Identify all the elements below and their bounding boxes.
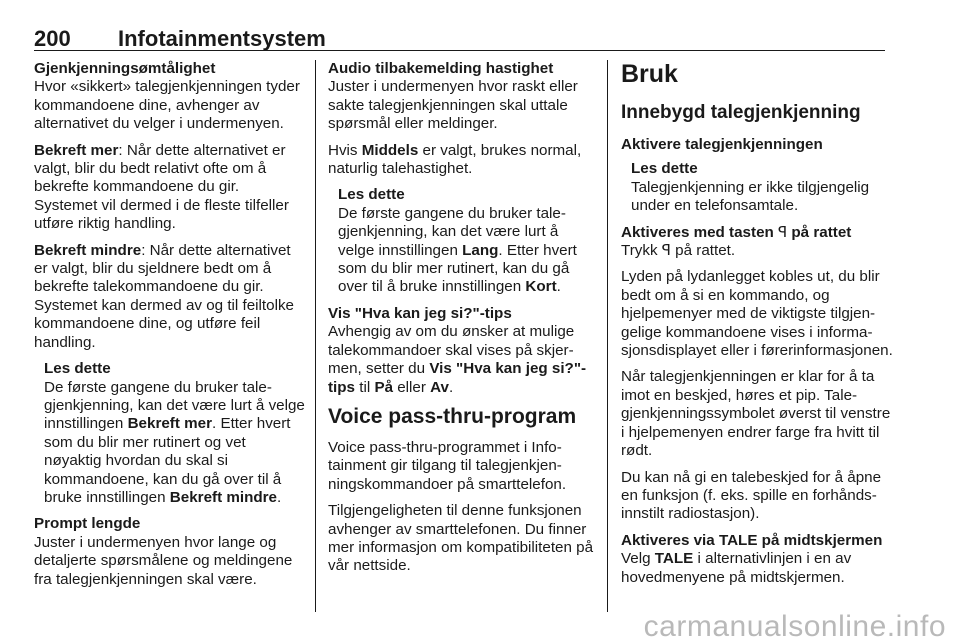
- text: Hvis: [328, 141, 362, 159]
- text: .: [556, 278, 561, 296]
- paragraph: [621, 242, 893, 260]
- section-title: Prompt lengde: [34, 515, 141, 533]
- note-title: Les dette: [44, 360, 111, 378]
- paragraph-confirm-more: [34, 142, 306, 234]
- column-1: [34, 60, 306, 597]
- term: På: [374, 378, 394, 396]
- subheading: Aktivere talegjenkjenningen: [621, 136, 823, 153]
- page-header: [34, 0, 885, 51]
- text: til: [355, 378, 375, 396]
- note-text: Talegjenkjenning er ikke tilgjengelig under en telefonsamtale.: [631, 178, 870, 215]
- text: : Når dette alternativet er valgt, blir du sjeldnere bedt om å bekrefte talekommandoene du gir. Systemet kan dermed av og til feiltolke kommandoene dine, og utføre feil handling.: [34, 241, 294, 351]
- paragraph: Når talegjenkjenningen er klar for å ta imot en beskjed, høres et pip. Talegjenkjenningssymbolet øverst til venstre i hjelpemenyen endrer farge fra hvitt til rødt.: [621, 368, 891, 460]
- term: Av: [430, 378, 450, 396]
- text: er valgt, brukes normal, naturlig talehastighet.: [328, 141, 582, 178]
- text: Trykk: [621, 242, 662, 260]
- term: Kort: [525, 278, 557, 296]
- text: Velg: [621, 550, 655, 568]
- term: Lang: [462, 241, 499, 259]
- watermark[interactable]: carmanualsonline.info: [643, 610, 946, 643]
- section-show-tips: [328, 305, 596, 397]
- paragraph-medium: [328, 142, 596, 179]
- term: Bekreft mer: [127, 415, 213, 433]
- text: De første gangene du bruker talegjenkjenning, kan det være lurt å velge innstillingen: [44, 378, 305, 433]
- subheading: Aktiveres via TALE på midtskjermen: [621, 531, 883, 549]
- term: Bekreft mindre: [169, 488, 277, 506]
- term: Bekreft mindre: [34, 241, 142, 259]
- paragraph: [621, 550, 893, 587]
- note-box: [631, 160, 893, 215]
- section-audio-speed: [328, 60, 596, 134]
- column-3: [621, 60, 893, 595]
- section-heading: Innebygd talegjenkjenning: [621, 102, 861, 123]
- section-heading: Voice pass-thru-program: [328, 404, 577, 428]
- column-divider: [607, 60, 608, 612]
- column-divider: [315, 60, 316, 612]
- text: Aktiveres med tasten: [621, 223, 779, 241]
- text: .: [277, 488, 282, 506]
- page-number: 200: [34, 26, 71, 51]
- text: .: [449, 378, 454, 396]
- section-prompt-length: [34, 515, 306, 589]
- term: Middels: [361, 141, 419, 159]
- note-title: Les dette: [631, 160, 698, 178]
- note-title: Les dette: [338, 186, 405, 204]
- paragraph: Lyden på lydanlegget kobles ut, du blir bedt om å si en kommando, og hjelpemenyer med de viktigste tilgjengelige kommandoene vises i informasjonsdisplayet eller i førerinformasjonen.: [621, 268, 893, 360]
- paragraph: Du kan nå gi en talebeskjed for å åpne en funksjon (f. eks. spille en forhåndsinnstilt radiostasjon).: [621, 468, 882, 523]
- text: . Etter hvert som du blir mer rutinert, kan du gå over til å bruke innstillingen: [338, 241, 577, 296]
- text: : Når dette alternativet er valgt, blir du bedt relativt ofte om å bekrefte kommandoene du gir. Systemet vil dermed i de fleste tilfeller utføre riktig handling.: [34, 141, 289, 233]
- paragraph-confirm-less: [34, 242, 306, 352]
- text: i alternativlinjen i en av hovedmenyene på midtskjermen.: [621, 550, 852, 586]
- paragraph: Tilgjengeligheten til denne funksjonen avhenger av smarttelefonen. Du finner mer informasjon om kompatibiliteten på vår nettside.: [328, 502, 594, 575]
- subheading: [621, 224, 893, 242]
- column-2: [328, 60, 596, 584]
- voice-control-icon: ꟼ: [661, 242, 671, 260]
- text: . Etter hvert som du blir mer rutinert og vet nøyaktig hvordan du skal si kommandoene, kan du gå over til å bruke innstillingen: [44, 415, 291, 506]
- paragraph: Hvor «sikkert» talegjenkjenningen tyder kommandoene dine, avhenger av alternativet du velger i undermenyen.: [34, 78, 300, 133]
- paragraph: Voice pass-thru-programmet i Infotainment gir tilgang til talegjenkjenningskommandoer på smarttelefon.: [328, 438, 567, 493]
- term: Bekreft mer: [34, 141, 119, 159]
- section-title: Gjenkjenningsømtålighet: [34, 60, 216, 77]
- paragraph: Juster i undermenyen hvor raskt eller sakte talegjenkjenningen skal uttale spørsmål eller meldinger.: [328, 78, 578, 133]
- text: Avhengig av om du ønsker at mulige talekommandoer skal vises på skjermen, setter du: [328, 323, 575, 378]
- chapter-heading: Bruk: [621, 60, 678, 88]
- text: på rattet.: [670, 242, 736, 260]
- voice-control-icon: ꟼ: [778, 223, 788, 241]
- section-title: Vis "Hva kan jeg si?"-tips: [328, 304, 512, 322]
- term: TALE: [654, 550, 694, 568]
- text: på rattet: [787, 223, 852, 241]
- section-recognition-tolerance: [34, 60, 306, 134]
- section-title: Audio tilbakemelding hastighet: [328, 60, 554, 77]
- paragraph: Juster i undermenyen hvor lange og detaljerte spørsmålene og meldingene fra talegjenkjenningen skal være.: [34, 533, 293, 588]
- note-box: [44, 360, 306, 507]
- header-title: Infotainmentsystem: [118, 26, 326, 51]
- text: De første gangene du bruker talegjenkjenning, kan det være lurt å velge innstillingen: [338, 204, 566, 259]
- note-box: [338, 186, 596, 296]
- text: eller: [393, 378, 431, 396]
- term: Vis "Hva kan jeg si?"-tips: [328, 360, 587, 396]
